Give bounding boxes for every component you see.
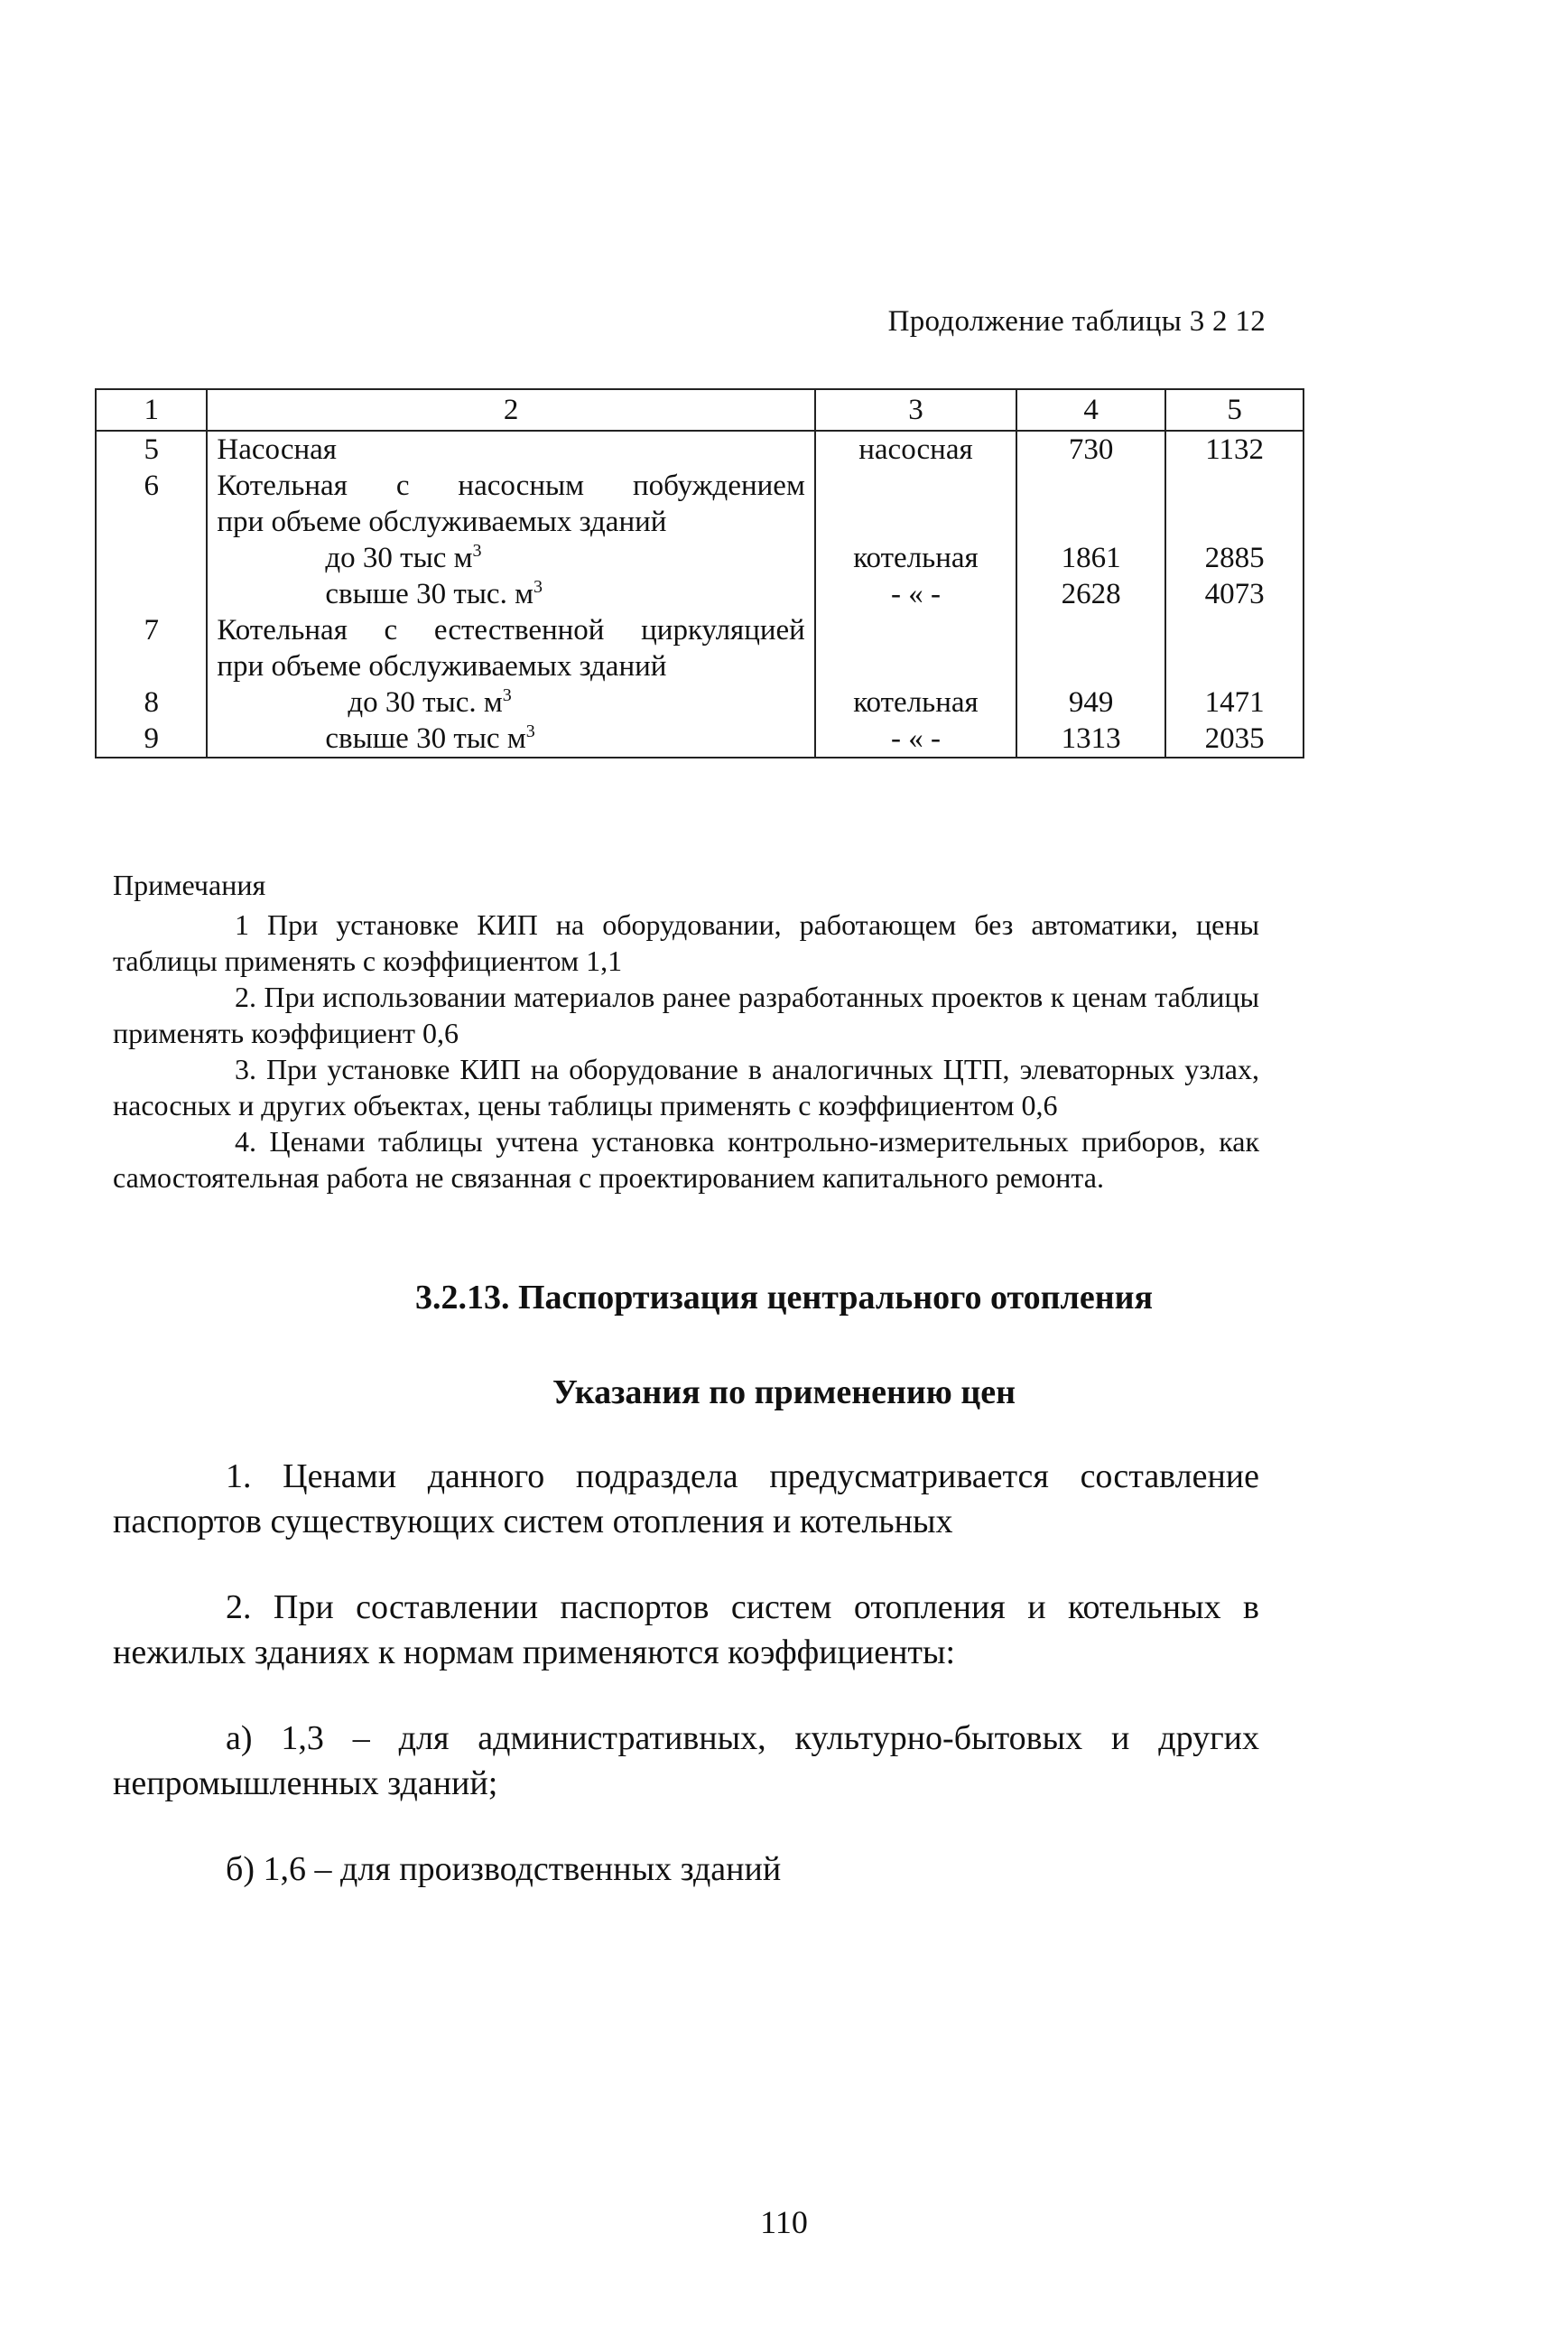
table-row [96, 431, 1304, 468]
table-row [96, 721, 1304, 758]
table-row [96, 612, 1304, 648]
row-description: до 30 тыс. $м^3$ [207, 684, 814, 721]
row-price-col4: 949 [1016, 684, 1165, 721]
row-description: свыше 30 тыс $м^3$ [207, 721, 814, 758]
row-description: при объеме обслуживаемых зданий [207, 648, 814, 684]
row-price-col5: 4073 [1165, 576, 1304, 612]
row-description: Котельная с естественной циркуляцией [207, 612, 814, 648]
row-unit: - « - [815, 721, 1016, 758]
row-price-col4: 1861 [1016, 540, 1165, 576]
body-paragraph: б) 1,6 – для производственных зданий [226, 1850, 782, 1888]
row-description: Насосная [207, 431, 814, 468]
row-number: 8 [96, 684, 207, 721]
row-price-col5: 2035 [1165, 721, 1304, 758]
table-row [96, 504, 1304, 540]
header-cell-2: 2 [207, 389, 814, 431]
row-description: свыше 30 тыс. $м^3$ [207, 576, 814, 612]
table-row [96, 684, 1304, 721]
header-cell-5: 5 [1165, 389, 1304, 431]
table-row [96, 576, 1304, 612]
row-unit: котельная [815, 540, 1016, 576]
row-unit: насосная [815, 431, 1016, 468]
row-unit: - « - [815, 576, 1016, 612]
table-row [96, 648, 1304, 684]
note-item: 2. При использовании материалов ранее разработанных проектов к ценам таблицы применять коэффициент 0,6 [113, 981, 1259, 1049]
note-item: 3. При установке КИП на оборудование в аналогичных ЦТП, элеваторных узлах, насосных и других объектах, цены таблицы применять с коэффициентом 0,6 [113, 1053, 1259, 1121]
table-header-row [96, 389, 1304, 431]
note-item: 4. Ценами таблицы учтена установка контрольно-измерительных приборов, как самостоятельная работа не связанная с проектированием капитального ремонта. [113, 1125, 1259, 1194]
header-cell-4: 4 [1016, 389, 1165, 431]
row-price-col5: 1132 [1165, 431, 1304, 468]
row-number: 5 [96, 431, 207, 468]
row-unit: котельная [815, 684, 1016, 721]
page-number: 110 [760, 2204, 808, 2240]
row-price-col4: 1313 [1016, 721, 1165, 758]
row-number: 9 [96, 721, 207, 758]
row-price-col4: 730 [1016, 431, 1165, 468]
header-cell-1: 1 [96, 389, 207, 431]
row-number: 6 [96, 468, 207, 504]
header-cell-3: 3 [815, 389, 1016, 431]
note-item: 1 При установке КИП на оборудовании, работающем без автоматики, цены таблицы применять с коэффициентом 1,1 [113, 908, 1259, 977]
notes-title: Примечания [113, 869, 266, 901]
row-number: 7 [96, 612, 207, 648]
subsection-title: Указания по применению цен [552, 1373, 1016, 1411]
table-caption: Продолжение таблицы 3 2 12 [887, 305, 1266, 338]
row-price-col5: 1471 [1165, 684, 1304, 721]
row-description: до 30 тыс $м^3$ [207, 540, 814, 576]
price-table [95, 388, 1304, 758]
body-paragraph: 2. При составлении паспортов систем отопления и котельных в нежилых зданиях к нормам применяются коэффициенты: [113, 1588, 1259, 1671]
notes-block [113, 867, 1259, 1196]
row-description: Котельная с насосным побуждением [207, 468, 814, 504]
body-paragraph: 1. Ценами данного подраздела предусматривается составление паспортов существующих систем отопления и котельных [113, 1457, 1259, 1540]
table-row [96, 468, 1304, 504]
body-paragraph: а) 1,3 – для административных, культурно-бытовых и других непромышленных зданий; [113, 1719, 1259, 1802]
row-description: при объеме обслуживаемых зданий [207, 504, 814, 540]
table-row [96, 540, 1304, 576]
row-price-col4: 2628 [1016, 576, 1165, 612]
row-price-col5: 2885 [1165, 540, 1304, 576]
section-title: 3.2.13. Паспортизация центрального отопления [414, 1279, 1154, 1317]
